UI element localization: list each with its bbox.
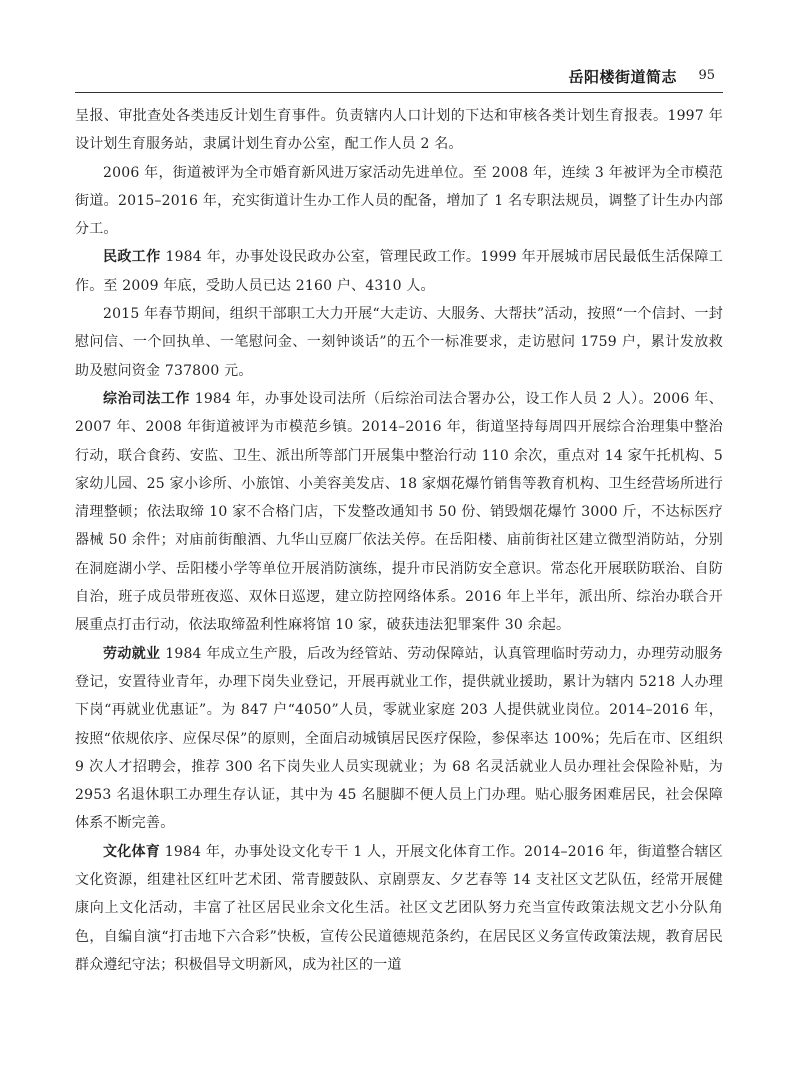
section-heading-employment: 劳动就业 — [103, 645, 161, 662]
body-text — [75, 102, 723, 979]
paragraph-text: 2006 年，街道被评为全市婚育新风进万家活动先进单位。至 2008 年，连续 3 年被评为全市模范街道。2015–2016 年，充实街道计生办工作人员的配备，增加了 1 名专职法规员，调整了计生办内部分工。 — [75, 164, 723, 238]
paragraph — [75, 102, 723, 159]
section-heading-culture-sports: 文化体育 — [103, 843, 161, 860]
paragraph — [75, 159, 723, 244]
paragraph — [75, 300, 723, 385]
section-heading-judicial: 综治司法工作 — [103, 390, 190, 407]
paragraph-text: 1984 年，办事处设民政办公室，管理民政工作。1999 年开展城市居民最低生活保障工作。至 2009 年底，受助人员已达 2160 户、4310 人。 — [75, 249, 723, 294]
page-number: 95 — [698, 68, 715, 83]
section-heading-civil-affairs: 民政工作 — [103, 249, 161, 266]
paragraph-text: 1984 年，办事处设文化专干 1 人，开展文化体育工作。2014–2016 年，街道整合辖区文化资源，组建社区红叶艺术团、常青腰鼓队、京剧票友、夕艺春等 14 支社区文艺队伍，经常开展健康向上文化活动，丰富了社区居民业余文化生活。社区文艺团队努力充当宣传政策法规文艺小分队角色，自编自演“打击地下六合彩”快板，宣传公民道德规范条约，在居民区义务宣传政策法规，教育居民群众遵纪守法；积极倡导文明新风，成为社区的一道 — [75, 843, 723, 973]
paragraph — [75, 838, 723, 979]
paragraph — [75, 243, 723, 300]
paragraph-text: 1984 年成立生产股，后改为经管站、劳动保障站，认真管理临时劳动力，办理劳动服务登记，安置待业青年，办理下岗失业登记，开展再就业工作，提供就业援助，累计为辖内 5218 人办理下岗“再就业优惠证”。为 847 户“4050”人员，零就业家庭 203 人提供就业岗位。2014–2016 年，按照“依规依序、应保尽保”的原则，全面启动城镇居民医疗保险，参保率达 100%；先后在市、区组织 9 次人才招聘会，推荐 300 名下岗失业人员实现就业；为 68 名灵活就业人员办理社会保险补贴，为 2953 名退休职工办理生存认证，其中为 45 名腿脚不便人员上门办理。贴心服务困难居民，社会保障体系不断完善。 — [75, 645, 723, 832]
paragraph — [75, 385, 723, 640]
running-header — [0, 0, 793, 100]
header-title: 岳阳楼街道简志 — [568, 68, 677, 86]
paragraph-text: 1984 年，办事处设司法所（后综治司法合署办公，设工作人员 2 人）。2006 年、2007 年、2008 年街道被评为市模范乡镇。2014–2016 年，街道坚持每周四开展综合治理集中整治行动，联合食药、安监、卫生、派出所等部门开展集中整治行动 110 余次，重点对 14 家午托机构、5 家幼儿园、25 家小诊所、小旅馆、小美容美发店、18 家烟花爆竹销售等教育机构、卫生经营场所进行清理整顿；依法取缔 10 家不合格门店，下发整改通知书 50 份、销毁烟花爆竹 3000 斤，不达标医疗器械 50 余件；对庙前街酿酒、九华山豆腐厂依法关停。在岳阳楼、庙前街社区建立微型消防站，分别在洞庭湖小学、岳阳楼小学等单位开展消防演练，提升市民消防安全意识。常态化开展联防联治、自防自治，班子成员带班夜巡、双休日巡逻，建立防控网络体系。2016 年上半年，派出所、综治办联合开展重点打击行动，依法取缔盈利性麻将馆 10 家，破获违法犯罪案件 30 余起。 — [75, 390, 724, 634]
paragraph-text: 呈报、审批查处各类违反计划生育事件。负责辖内人口计划的下达和审核各类计划生育报表。1997 年设计划生育服务站，隶属计划生育办公室，配工作人员 2 名。 — [75, 108, 723, 153]
paragraph-text: 2015 年春节期间，组织干部职工大力开展“大走访、大服务、大帮扶”活动，按照“一个信封、一封慰问信、一个回执单、一笔慰问金、一刻钟谈话”的五个一标准要求，走访慰问 1759 户，累计发放救助及慰问资金 737800 元。 — [75, 306, 723, 379]
paragraph — [75, 640, 723, 838]
header-rule — [75, 92, 723, 93]
